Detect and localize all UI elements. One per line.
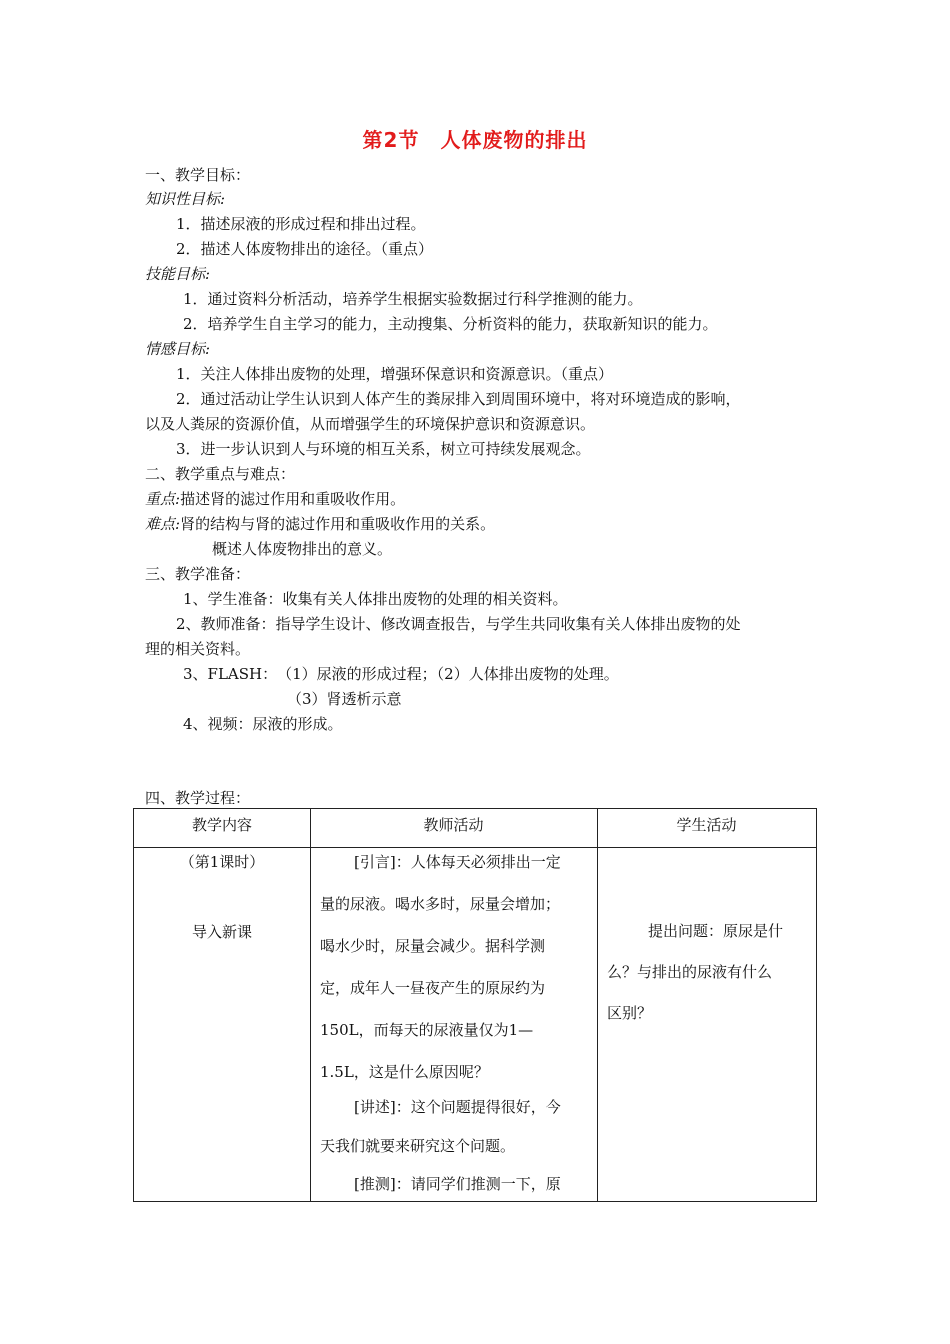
header-divider xyxy=(134,847,816,848)
teacher-activity-line: [讲述]：这个问题提得很好，今 xyxy=(354,1098,561,1116)
knowledge-goals-label: 知识性目标: xyxy=(145,190,226,208)
document-title: 第2节 人体废物的排出 xyxy=(362,128,588,152)
emotion-goal-2-cont: 以及人粪尿的资源价值，从而增强学生的环境保护意识和资源意识。 xyxy=(145,415,596,433)
difficult-point-label: 难点: xyxy=(145,515,181,533)
prep-item-4: 4、视频：尿液的形成。 xyxy=(183,715,343,733)
emotion-goal-2: 2．通过活动让学生认识到人体产生的粪尿排入到周围环境中，将对环境造成的影响， xyxy=(176,390,741,408)
header-teaching-content: 教学内容 xyxy=(191,816,252,834)
student-activity-line: 么？与排出的尿液有什么 xyxy=(607,963,773,981)
section-heading-key-points: 二、教学重点与难点： xyxy=(145,465,296,483)
knowledge-goal-1: 1．描述尿液的形成过程和排出过程。 xyxy=(176,215,426,233)
skill-goal-1: 1．通过资料分析活动，培养学生根据实验数据过行科学推测的能力。 xyxy=(183,290,643,308)
emotion-goal-1: 1．关注人体排出废物的处理，增强环保意识和资源意识。（重点） xyxy=(176,365,614,383)
teacher-activity-line: 定，成年人一昼夜产生的原尿约为 xyxy=(320,979,546,997)
prep-item-3: 3、FLASH： （1）尿液的形成过程；（2）人体排出废物的处理。 xyxy=(183,665,619,683)
header-student-activity: 学生活动 xyxy=(676,816,737,834)
teacher-activity-line: [推测]：请同学们推测一下，原 xyxy=(354,1175,561,1193)
teacher-activity-line: 量的尿液。喝水多时，尿量会增加； xyxy=(320,895,561,913)
column-divider xyxy=(597,809,598,1201)
prep-item-2-cont: 理的相关资料。 xyxy=(145,640,251,658)
lesson-section: 导入新课 xyxy=(191,923,252,941)
teaching-process-table xyxy=(133,808,817,1202)
teacher-activity-line: 天我们就要来研究这个问题。 xyxy=(320,1137,516,1155)
teacher-activity-line: 150L，而每天的尿液量仅为1— xyxy=(320,1021,534,1039)
teacher-activity-line: [引言]：人体每天必须排出一定 xyxy=(354,853,561,871)
column-divider xyxy=(310,809,311,1201)
skill-goals-label: 技能目标: xyxy=(145,265,211,283)
key-point-text: 描述肾的滤过作用和重吸收作用。 xyxy=(180,490,406,508)
student-activity-line: 区别？ xyxy=(607,1004,653,1022)
section-heading-preparation: 三、教学准备： xyxy=(145,565,251,583)
section-heading-objectives: 一、教学目标： xyxy=(145,166,251,184)
lesson-number: （第1课时） xyxy=(179,853,265,871)
emotion-goal-3: 3．进一步认识到人与环境的相互关系，树立可持续发展观念。 xyxy=(176,440,591,458)
header-teacher-activity: 教师活动 xyxy=(423,816,484,834)
difficult-point xyxy=(145,514,495,534)
difficult-point-2: 概述人体废物排出的意义。 xyxy=(212,540,393,558)
teacher-activity-line: 1.5L，这是什么原因呢？ xyxy=(320,1063,489,1081)
student-activity-line: 提出问题：原尿是什 xyxy=(648,922,784,940)
emotion-goals-label: 情感目标: xyxy=(145,340,211,358)
prep-item-2: 2、教师准备：指导学生设计、修改调查报告，与学生共同收集有关人体排出废物的处 xyxy=(176,615,741,633)
prep-item-1: 1、学生准备：收集有关人体排出废物的处理的相关资料。 xyxy=(183,590,568,608)
prep-item-3-cont: （3）肾透析示意 xyxy=(287,690,402,708)
knowledge-goal-2: 2．描述人体废物排出的途径。（重点） xyxy=(176,240,434,258)
section-heading-process: 四、教学过程： xyxy=(145,789,251,807)
key-point-label: 重点: xyxy=(145,490,181,508)
skill-goal-2: 2．培养学生自主学习的能力，主动搜集、分析资料的能力，获取新知识的能力。 xyxy=(183,315,718,333)
difficult-point-text: 肾的结构与肾的滤过作用和重吸收作用的关系。 xyxy=(180,515,496,533)
teacher-activity-line: 喝水少时，尿量会减少。据科学测 xyxy=(320,937,546,955)
key-point xyxy=(145,489,405,509)
